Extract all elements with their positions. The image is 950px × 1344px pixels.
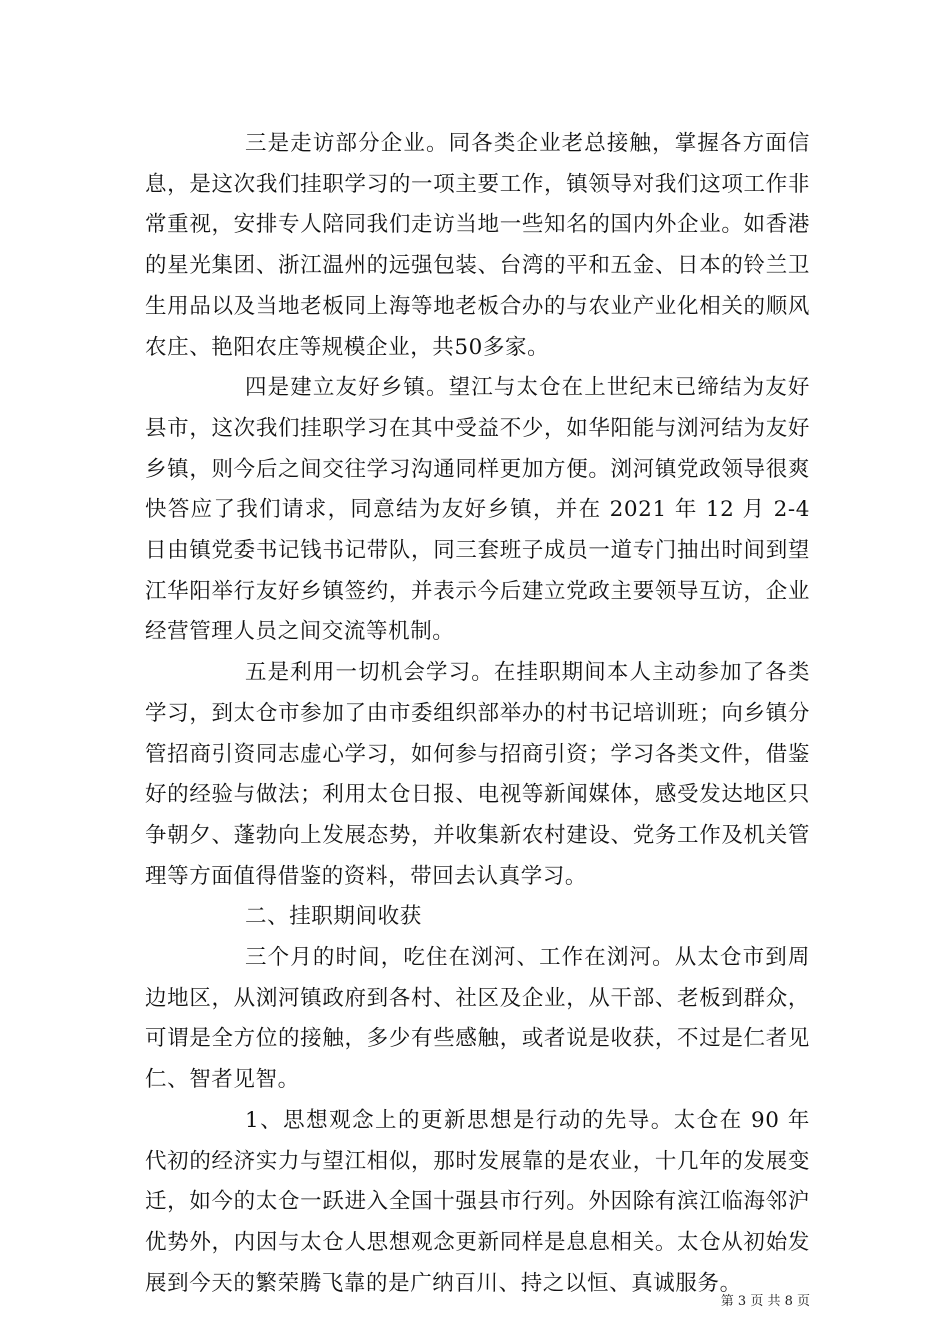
paragraph-three-months: 三个月的时间，吃住在浏河、工作在浏河。从太仓市到周边地区，从浏河镇政府到各村、社区及企业，从干部、老板到群众，可谓是全方位的接触，多少有些感触，或者说是收获，不过是仁者见仁、智者见智。: [145, 945, 810, 1093]
document-page: [145, 124, 810, 1304]
page-number-footer: 第 3 页 共 8 页: [720, 1294, 810, 1309]
paragraph-thinking-update: 1、思想观念上的更新思想是行动的先导。太仓在 90 年代初的经济实力与望江相似，那时发展靠的是农业，十几年的发展变迁，如今的太仓一跃进入全国十强县市行列。外因除有滨江临海邻沪优势外，内因与太仓人思想观念更新同样是息息相关。太仓从初始发展到今天的繁荣腾飞靠的是广纳百川、持之以恒、真诚服务。: [145, 1107, 810, 1296]
section-heading-gains: 二、挂职期间收获: [245, 904, 422, 930]
paragraph-visit-enterprises: 三是走访部分企业。同各类企业老总接触，掌握各方面信息，是这次我们挂职学习的一项主要工作，镇领导对我们这项工作非常重视，安排专人陪同我们走访当地一些知名的国内外企业。如香港的星光集团、浙江温州的远强包装、台湾的平和五金、日本的铃兰卫生用品以及当地老板同上海等地老板合办的与农业产业化相关的顺风农庄、艳阳农庄等规模企业，共50多家。: [145, 131, 810, 360]
paragraph-friendly-towns: 四是建立友好乡镇。望江与太仓在上世纪末已缔结为友好县市，这次我们挂职学习在其中受益不少，如华阳能与浏河结为友好乡镇，则今后之间交往学习沟通同样更加方便。浏河镇党政领导很爽快答应了我们请求，同意结为友好乡镇，并在 2021 年 12 月 2-4 日由镇党委书记钱书记带队，同三套班子成员一道专门抽出时间到望江华阳举行友好乡镇签约，并表示今后建立党政主要领导互访，企业经营管理人员之间交流等机制。: [145, 375, 810, 645]
paragraph-learning: 五是利用一切机会学习。在挂职期间本人主动参加了各类学习，到太仓市参加了由市委组织部举办的村书记培训班；向乡镇分管招商引资同志虚心学习，如何参与招商引资；学习各类文件，借鉴好的经验与做法；利用太仓日报、电视等新闻媒体，感受发达地区只争朝夕、蓬勃向上发展态势，并收集新农村建设、党务工作及机关管理等方面值得借鉴的资料，带回去认真学习。: [145, 660, 810, 889]
